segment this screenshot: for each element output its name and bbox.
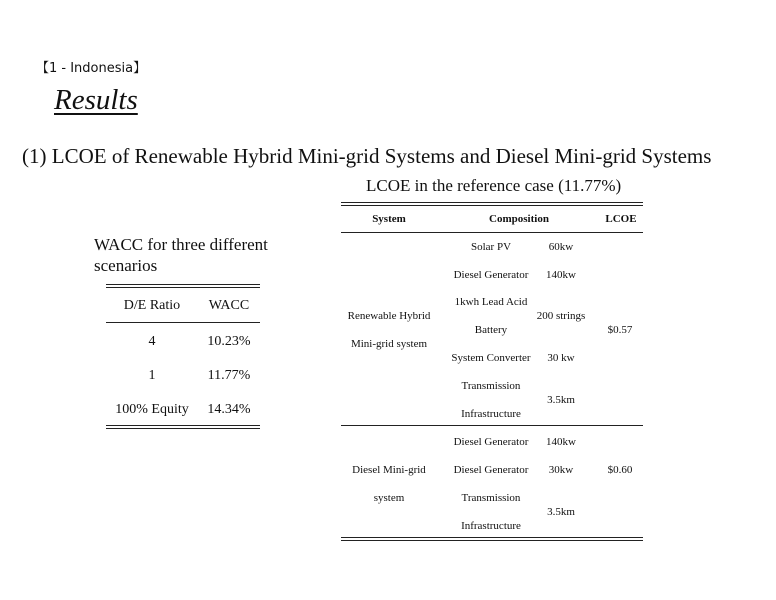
- component-name: Diesel Generator: [453, 269, 529, 281]
- header-wacc: WACC: [208, 298, 250, 313]
- component-size: 60kw: [548, 241, 574, 253]
- lcoe-value: $0.60: [607, 464, 633, 476]
- table-bottom-rule: [106, 425, 260, 429]
- de-ratio-cell: 1: [148, 368, 156, 383]
- system-name: Renewable Hybrid: [347, 310, 431, 322]
- component-name: Diesel Generator: [453, 436, 529, 448]
- de-ratio-cell: 100% Equity: [115, 402, 189, 417]
- header-rule: [106, 322, 260, 323]
- component-name: 1kwh Lead Acid: [454, 296, 528, 308]
- lcoe-table-caption: LCOE in the reference case (11.77%): [366, 176, 622, 195]
- system-name: system: [373, 492, 405, 504]
- component-size: 3.5km: [547, 394, 575, 406]
- wacc-cell: 14.34%: [207, 402, 251, 417]
- component-name: Infrastructure: [461, 520, 521, 532]
- component-name: Transmission: [461, 380, 521, 392]
- component-name: Battery: [474, 324, 508, 336]
- component-size: 140kw: [546, 269, 576, 281]
- component-name: Solar PV: [470, 241, 512, 253]
- wacc-cell: 10.23%: [207, 334, 251, 349]
- header-rule: [341, 232, 643, 233]
- lcoe-value: $0.57: [607, 324, 633, 336]
- section-tag: 【1 - Indonesia】: [36, 61, 147, 76]
- component-name: Infrastructure: [461, 408, 521, 420]
- component-size: 3.5km: [547, 506, 575, 518]
- wacc-table-caption: WACC for three different scenarios: [94, 235, 268, 275]
- header-system: System: [372, 213, 406, 225]
- header-composition: Composition: [489, 213, 549, 225]
- component-name: System Converter: [451, 352, 531, 364]
- table-bottom-rule: [341, 537, 643, 541]
- component-size: 30kw: [548, 464, 574, 476]
- group-rule: [341, 425, 643, 426]
- component-size: 30 kw: [547, 352, 575, 364]
- header-de-ratio: D/E Ratio: [123, 298, 181, 313]
- system-name: Diesel Mini-grid: [352, 464, 426, 476]
- header-lcoe: LCOE: [605, 213, 637, 225]
- component-name: Transmission: [461, 492, 521, 504]
- table-top-rule: [106, 284, 260, 288]
- page-heading: (1) LCOE of Renewable Hybrid Mini-grid Systems and Diesel Mini-grid Systems: [22, 144, 712, 168]
- de-ratio-cell: 4: [148, 334, 156, 349]
- component-size: 140kw: [546, 436, 576, 448]
- component-name: Diesel Generator: [453, 464, 529, 476]
- system-name: Mini-grid system: [350, 338, 428, 350]
- wacc-cell: 11.77%: [207, 368, 251, 383]
- section-title: Results: [54, 84, 138, 116]
- table-top-rule: [341, 202, 643, 206]
- component-size: 200 strings: [536, 310, 586, 322]
